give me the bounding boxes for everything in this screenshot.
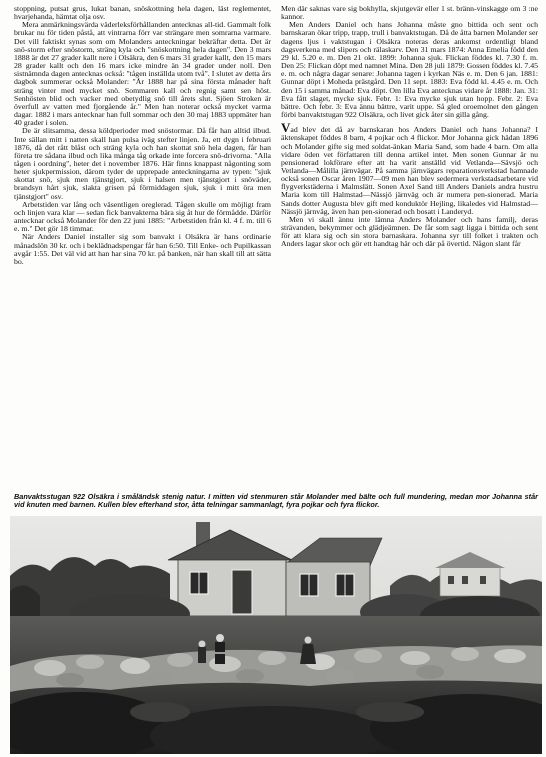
paragraph: Mera anmärkningsvärda väderleksförhållanden antecknas all-tid. Gammalt folk brukar nu för tiden påstå, att vintrarna förr var strängare men somrarna varmare. Det vill faktiskt synas som om Molanders anteckningar bekräftar detta. Det är snö-storm efter snöstorm, stränq kyla och "snöskottning hela dagen". Den 3 mars 1888 är det 27 grader kallt nere i Olsäkra, den 6 mars 31 grader kallt, den 15 mars 28 grader kallt och den 16 mars icke mindre än 34 grader under noll. Den sistnämnda dagen antecknas också: "tågen inställda utom två". I slutet av detta års dagbok summerar också Molander: "År 1888 har på sina första månader haft sträng vinter med mycket snö. Sommaren kall och regnig samt sen höst. Senhösten blid och vacker med obetydlig snö till årets slut. Sjöen Stroken är överfull av vatten med fjorgående år." Men han noterar också mycket varma dagar. 1882 i mars antecknar han full sommar och den 30 maj 1883 uppmäter han 40 grader i solen. xyxy=(14,20,271,128)
photo-illustration xyxy=(10,516,542,754)
paragraph: Men där saknas vare sig bokhylla, skjutgevär eller 1 st. bränn-vinskagge om 3 :ne kannor. xyxy=(281,5,538,22)
paragraph: Vad blev det då av barnskaran hos Anders Daniel och hans Johanna? I äktenskapet föddes 8 barn, 4 pojkar och 4 flickor. Mor Johanna gick hädan 1896 och Molander gifte sig med soldat-änkan Maria Sand, som hade 4 barn. Om alla vidare öden vet författaren till denna artikel intet. Men sonen Gunnar är nu pensionerad lokförare efter att ha varit anställd vid Vetlanda—Sävsjö och Vetlanda—Målilla järnvägar. På samma järnvägars reparationsverkstad hamnade också sonen Oscar åren 1907—09 men han blev sedermera verkstadsarbetare vid flygverkstäderna i Malmslätt. Sonen Axel Sand till Anders Daniels andra hustru Maria kom till Halmstad—Nässjö järnväg och är numera pen-sionerad. Maria Sands dotter Augusta blev gift med konduktör Hejling, likaledes vid Halmstad—Nässjö järnväg, även han pen-sionerad och bosatt i Landeryd. xyxy=(281,120,538,216)
right-column xyxy=(281,5,538,505)
left-column xyxy=(14,5,271,505)
article-columns xyxy=(14,5,538,505)
person-molander xyxy=(215,634,225,664)
paragraph: De är slitsamma, dessa köldperioder med snöstormar. Då får han alltid ilbud. Inte sällan mitt i natten skall han pulsa iväg stefter linjen. Ja, ett dygn i februari 1876, då det rått blåst och sträng kyla och han skottat snö hela dagen, får han företa tre sådana ilbud och lika många tåg orkade inte forcera snö-drivorna. "Alla tågen i oordning", heter det i november 1876. Här finns knappast någonting som heter sjukpermission, därom tyder de upprepade anteckningarna av typen: "sjuk skottat snö, sjuk men tjänstgjort, sjuk i halsen men tjänstgjort i snöväder, brandsyn hårt sjuk, slakta grisen på förmiddagen sjuk, sjuk i mitt öra men tjänstgjort" osv. xyxy=(14,126,271,201)
paragraph: Arbetstiden var lång och väsentligen oreglerad. Tågen skulle om möjligt fram och linjen vara klar — sedan fick banvakterna bära sig åt hur de förmådde. Därför antecknar också Molander för den 22 juni 1885: "Arbetstiden från kl. 4 f. m. till 6 e. m." Det gör 18 timmar. xyxy=(14,199,271,234)
cottage-photograph xyxy=(10,516,542,754)
person-child xyxy=(198,641,206,664)
paragraph: Men Anders Daniel och hans Johanna måste gno bittida och sent och barnskaran ökar tripp, trapp, trull i banvaktstugan. Då de åtta barnen Molander ser dagens ljus i vaktstugan i Olsäkra noteras deras ankomst ordentligt bland dagsverkena med slipers och rälaskarv. Den 31 mars 1874: Anna Emelia född den 29 kl. 5.20 e. m. Den 21 okt. 1899: Johanna sjuk. Flickan föddes kl. 7.30 f. m. Den 25: Flickan döpt med namnet Mina. Den 28 juli 1879: Gossen föddes kl. 7.45 e. m. och några dagar senare: Johanna tagen i kyrkan Näs e. m. Den 6 jan. 1881: Gunnar döpt i Moheda prästgård. Den 11 sept. 1883: Eva född kl. 4.45 e. m. Och den 15 i samma månad: Eva döpt. Om lilla Eva antecknas vidare år 1888: Jan. 31: Eva fått slaget, mycke sjuk. Febr. 1: Eva mycke sjuk utan hopp. Febr. 2: Eva bättre. Och febr. 3: Eva ännu bättre, varit uppe. Så gled oroemolnet den gången förbi banvaktstugan 922 Olsäkra, och livet gick åter sin gilla gång. xyxy=(281,20,538,120)
paragraph: När Anders Daniel installer sig som banvakt i Olsäkra är hans ordinarie månadslön 30 kr. och i beklädnadspengar får han 6:50. Till Enke- och Pupilkassan avgår 1:55. Det väl vid att han har sina 70 kr. på banken, när han skall till att sätta bo. xyxy=(14,232,271,266)
photo-caption: Banvaktsstugan 922 Olsäkra i småländsk stenig natur. I mitten vid stenmuren står Molander med bälte och full mundering, medan mor Johanna står vid knuten med barnen. Kullen blev efterhand stor, åtta telningar sammanlagt, fyra pojkar och fyra flickor. xyxy=(14,492,538,510)
paragraph: Men vi skall ännu inte lämna Anders Molander och hans familj, deras strävanden, bekymmer och glädjeämnen. De får som sagt ligga i bittida och sent för att klara sig och sin stora barnaskara. Johanna syr till folket i trakten och Anders lagar skor och gör ett handtag här och där på övertid. Någon slant får xyxy=(281,214,538,249)
door xyxy=(232,570,252,614)
paragraph: stoppning, putsat grus, lukat banan, snöskottning hela dagen, läst reglementet, hvarjehanda, hämtat olja osv. xyxy=(14,5,271,22)
